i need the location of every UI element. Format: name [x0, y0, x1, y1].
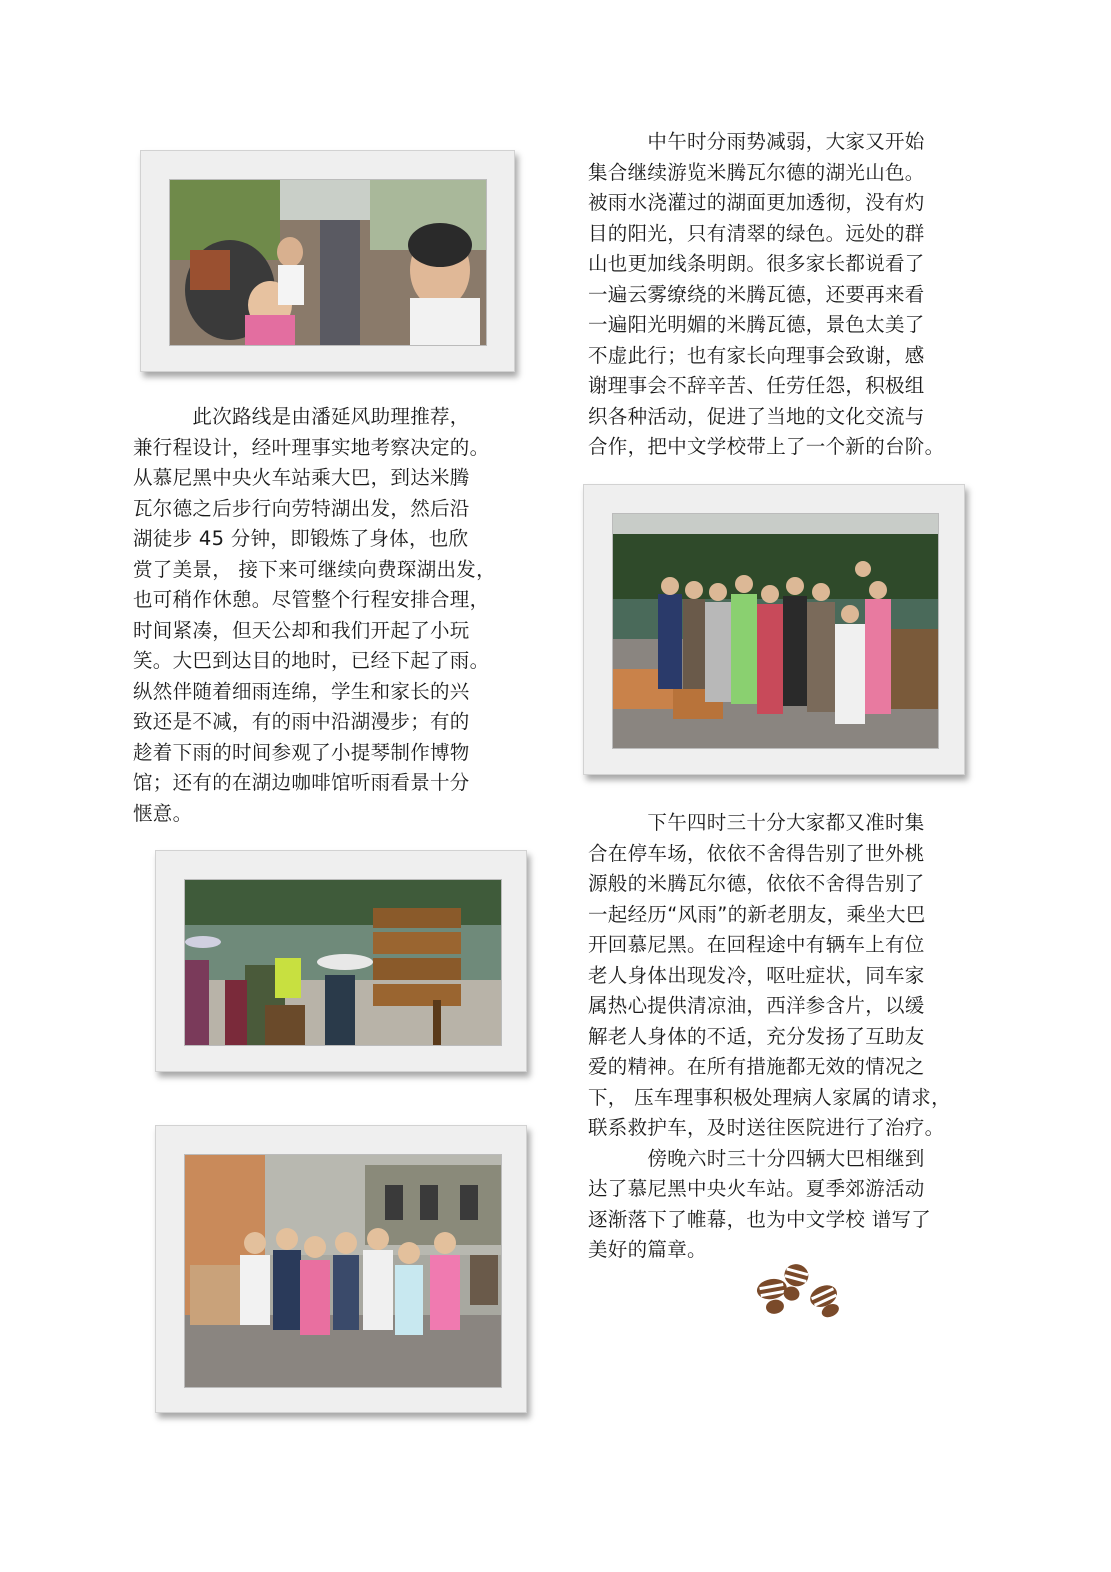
photo-frame-children: [155, 1125, 527, 1413]
photo-children-town: [184, 1154, 502, 1388]
right-paragraph-1: 中午时分雨势减弱，大家又开始 集合继续游览米腾瓦尔德的湖光山色。 被雨水浇灌过的湖面更加透彻，没有灼 目的阳光，只有清翠的绿色。远处的群 山也更加线条明朗。很多家长都说看了 一遍云雾缭绕的米腾瓦德，还要再来看 一遍阳光明媚的米腾瓦德，景色太美了 不虚此行；也有家长向理事会致谢，感 谢理事会不辞辛苦、任劳任怨，积极组 织各种活动，促进了当地的文化交流与 合作，把中文学校带上了一个新的台阶。: [588, 130, 945, 458]
photo-frame-bus: [140, 150, 515, 372]
photo-bus-interior: [169, 179, 487, 346]
photo-frame-group: [583, 484, 965, 775]
right-paragraph-2: 下午四时三十分大家都又准时集 合在停车场，依依不舍得告别了世外桃 源般的米腾瓦尔德，依依不舍得告别了 一起经历“风雨”的新老朋友，乘坐大巴 开回慕尼黑。在回程途中有辆车上有位 老人身体出现发冷，呕吐症状，同车家 属热心提供清凉油，西洋参含片，以缓 解老人身体的不适，充分发扬了互助友 爱的精神。在所有措施都无效的情况之 下， 压车理事积极处理病人家属的请求， 联系救护车，及时送往医院进行了治疗。 傍晚六时三十分四辆大巴相继到 达了慕尼黑中央火车站。夏季郊游活动 逐渐落下了帷幕，也为中文学校 谱写了 美好的篇章。: [588, 811, 951, 1261]
photo-group-lake: [612, 513, 939, 749]
photo-frame-lake-sign: [155, 850, 527, 1072]
left-paragraph: 此次路线是由潘延风助理推荐， 兼行程设计，经叶理事实地考察决定的。 从慕尼黑中央火车站乘大巴，到达米腾 瓦尔德之后步行向劳特湖出发，然后沿 湖徒步 45 分钟，即锻炼了身体，也欣 赏了美景， 接下来可继续向费琛湖出发， 也可稍作休憩。尽管整个行程安排合理， 时间紧凑，但天公却和我们开起了小玩 笑。大巴到达目的地时，已经下起了雨。 纵然伴随着细雨连绵，学生和家长的兴 致还是不减，有的雨中沿湖漫步；有的 趁着下雨的时间参观了小提琴制作博物 馆；还有的在湖边咖啡馆听雨看景十分 惬意。: [133, 405, 496, 825]
photo-lake-sign: [184, 879, 502, 1046]
footprints-icon: [748, 1258, 844, 1326]
